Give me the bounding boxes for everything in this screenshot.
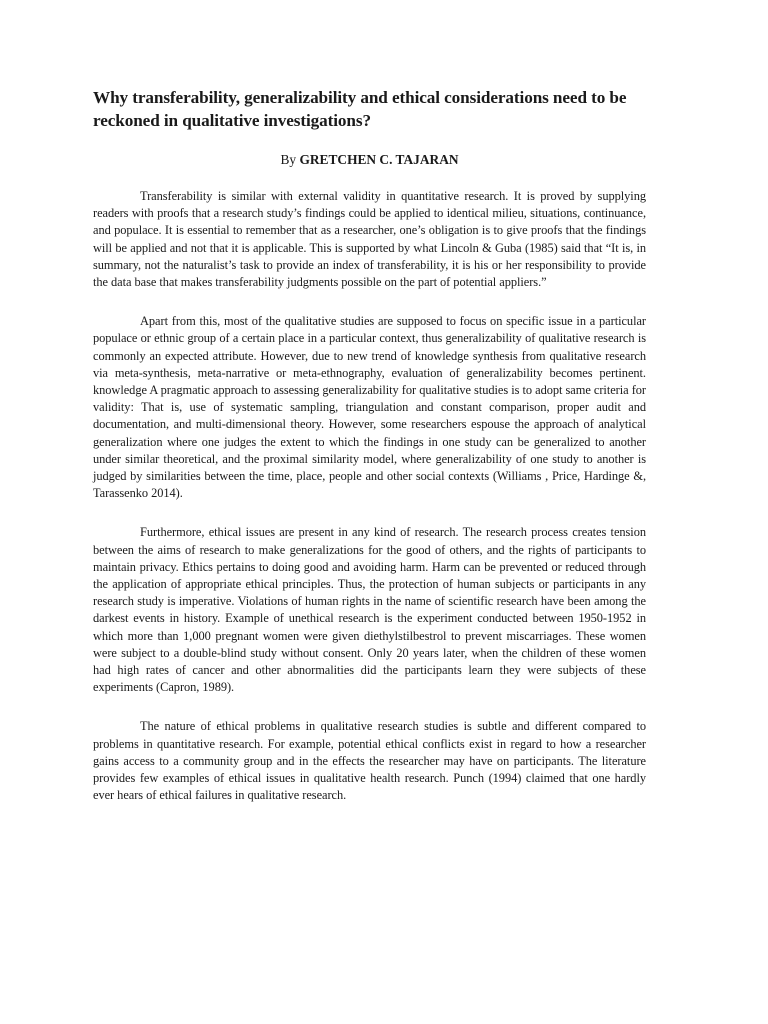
paragraph-generalizability: Apart from this, most of the qualitative studies are supposed to focus on specific issue in a particular populace or ethnic group of a certain place in a particular context, thus generalizability of qualitative research is commonly an expected attribute. However, due to new trend of knowledge synthesis from qualitative research via meta-synthesis, meta-narrative or meta-ethnography, evaluation of generalizability becomes pertinent. knowledge A pragmatic approach to assessing generalizability for qualitative studies is to adopt same criteria for validity: That is, use of systematic sampling, triangulation and constant comparison, proper audit and documentation, and multi-dimensional theory. However, some researchers espouse the approach of analytical generalization where one judges the extent to which the findings in one study can be generalized to another under similar theoretical, and the proximal similarity model, where generalizability of one study to another is judged by similarities between the time, place, people and other social contexts (Williams , Price, Hardinge &, Tarassenko 2014).: [93, 314, 646, 501]
document-page: [93, 86, 646, 827]
byline: [93, 152, 646, 168]
byline-prefix: By: [280, 152, 297, 167]
paragraph-ethical-issues: Furthermore, ethical issues are present in any kind of research. The research process creates tension between the aims of research to make generalizations for the good of others, and the rights of participants to maintain privacy. Ethics pertains to doing good and avoiding harm. Harm can be prevented or reduced through the application of appropriate ethical principles. Thus, the protection of human subjects or participants in any research study is imperative. Violations of human rights in the name of scientific research have been among the darkest events in history. Example of unethical research is the experiment conducted between 1950-1952 in which more than 1,000 pregnant women were given diethylstilbestrol to prevent miscarriages. These women were subject to a double-blind study without consent. Only 20 years later, when the children of these women had high rates of cancer and other abnormalities did the participants learn they were subjects of these experiments (Capron, 1989).: [93, 525, 646, 695]
paragraph-ethical-problems: The nature of ethical problems in qualitative research studies is subtle and different compared to problems in quantitative research. For example, potential ethical conflicts exist in regard to how a researcher gains access to a community group and in the effects the researcher may have on participants. The literature provides few examples of ethical issues in qualitative health research. Punch (1994) claimed that one hardly ever hears of ethical failures in qualitative research.: [93, 719, 646, 803]
document-title: Why transferability, generalizability and ethical considerations need to be reckoned in qualitative investigations?: [93, 88, 627, 130]
paragraph-transferability: Transferability is similar with external validity in quantitative research. It is proved by supplying readers with proofs that a research study’s findings could be applied to identical milieu, situations, continuance, and populace. It is essential to remember that as a researcher, one’s obligation is to give proofs that the findings will be applied and not that it is applicable. This is supported by what Lincoln & Guba (1985) said that “It is, in summary, not the naturalist’s task to provide an index of transferability, it is his or her responsibility to provide the data base that makes transferability judgments possible on the part of potential appliers.”: [93, 189, 646, 290]
author-name: GRETCHEN C. TAJARAN: [299, 152, 459, 167]
